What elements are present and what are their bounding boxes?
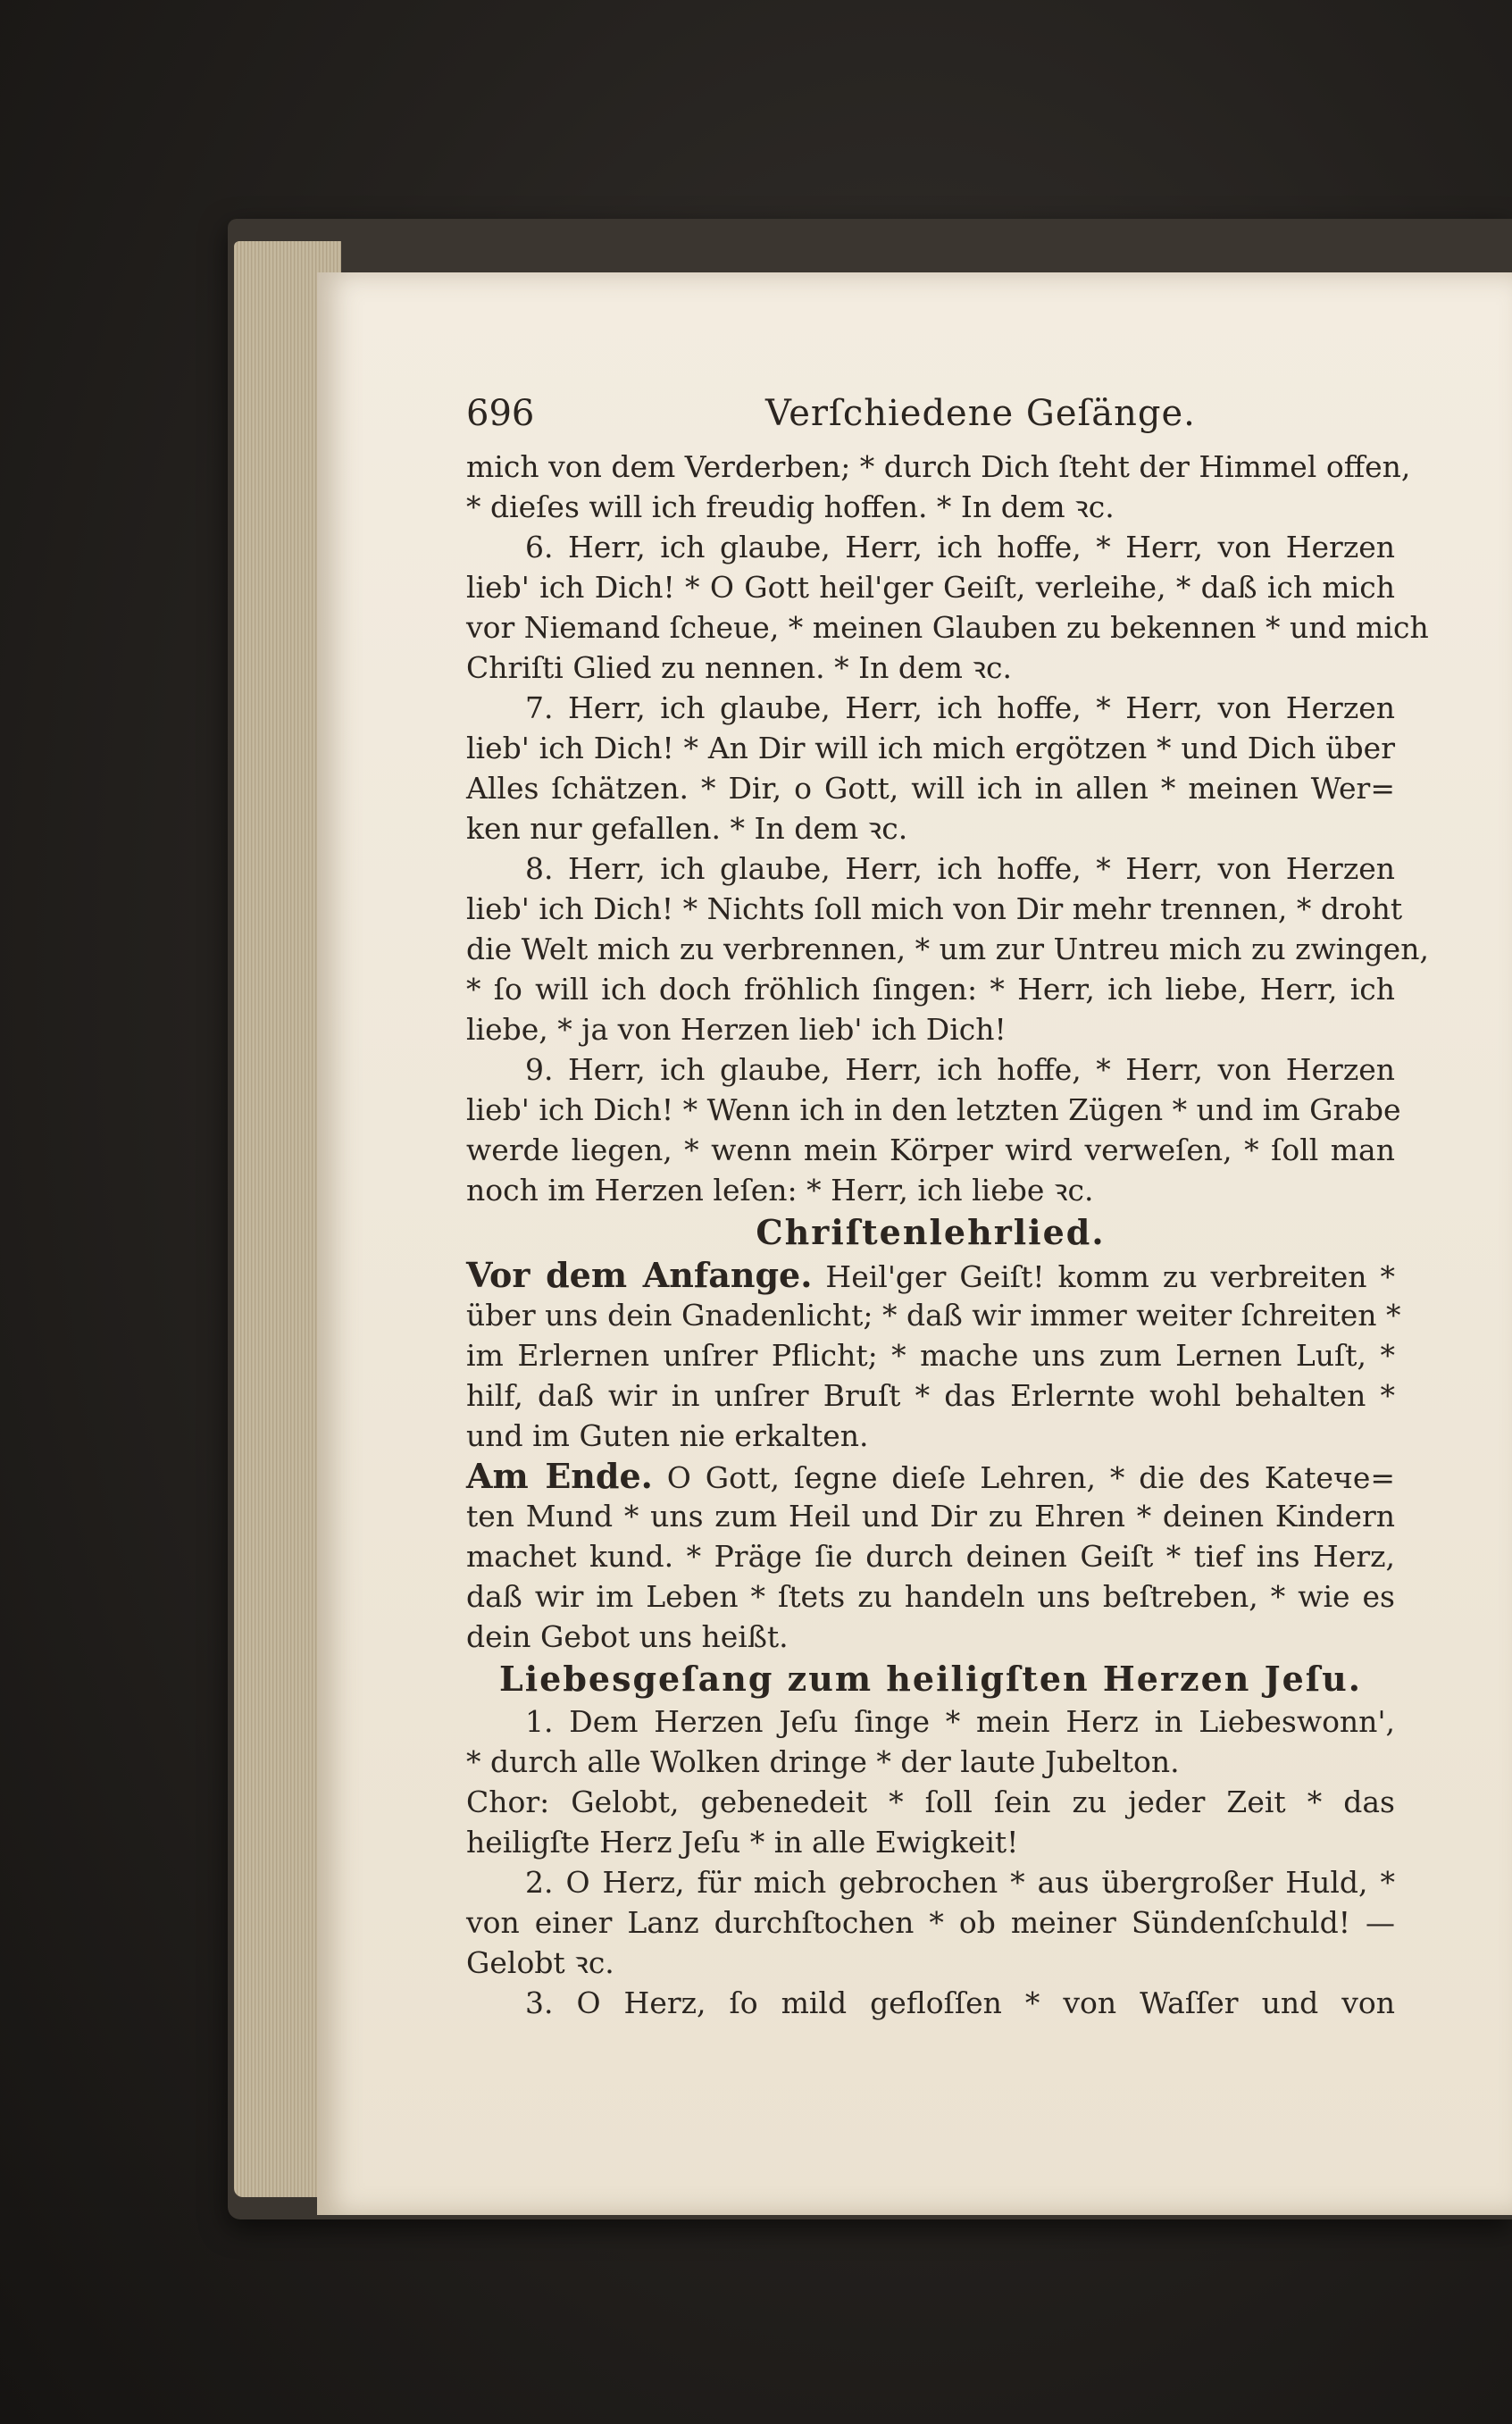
- text-line: [466, 1255, 1395, 1295]
- text-line: 3. O Herz, ſo mild gefloſſen * von Waſſer und von: [525, 1985, 1395, 2020]
- text-line: ken nur gefallen. * In dem ꝛc.: [466, 811, 908, 846]
- running-head: Verſchiedene Geſänge.: [765, 393, 1196, 434]
- text-line: 2. O Herz, für mich gebrochen * aus übergroßer Huld, *: [525, 1865, 1395, 1900]
- text-line: 1. Dem Herzen Jeſu ſinge * mein Herz in Liebeswonn',: [525, 1704, 1395, 1739]
- text-line: daß wir im Leben * ſtets zu handeln uns beſtreben, * wie es: [466, 1579, 1395, 1614]
- text-line: [466, 1456, 1395, 1496]
- text-span: O Gott, ſegne dieſe Lehren, * die des Katече=: [652, 1460, 1395, 1495]
- text-line: vor Niemand ſcheue, * meinen Glauben zu bekennen * und mich: [466, 610, 1429, 645]
- text-line: lieb' ich Dich! * Nichts ſoll mich von Dir mehr trennen, * droht: [466, 891, 1403, 926]
- section-heading-christenlehrlied: Chriſtenlehrlied.: [756, 1212, 1106, 1252]
- text-line: 7. Herr, ich glaube, Herr, ich hoffe, * Herr, von Herzen: [525, 690, 1395, 725]
- text-line: * dieſes will ich freudig hoffen. * In dem ꝛc.: [466, 489, 1115, 524]
- text-line: und im Guten nie erkalten.: [466, 1418, 869, 1453]
- text-line: * ſo will ich doch fröhlich ſingen: * Herr, ich liebe, Herr, ich: [466, 972, 1395, 1007]
- inline-heading-am-ende: Am Ende.: [466, 1456, 653, 1496]
- text-line: Chor: Gelobt, gebenedeit * ſoll ſein zu jeder Zeit * das: [466, 1785, 1395, 1819]
- text-line: lieb' ich Dich! * An Dir will ich mich ergötzen * und Dich über: [466, 731, 1395, 765]
- text-line: 6. Herr, ich glaube, Herr, ich hoffe, * Herr, von Herzen: [525, 530, 1395, 564]
- text-line: lieb' ich Dich! * Wenn ich in den letzten Zügen * und im Grabe: [466, 1092, 1401, 1127]
- inline-heading-vor-dem-anfange: Vor dem Anfange.: [466, 1255, 813, 1295]
- page-header: [466, 393, 1395, 447]
- text-line: Alles ſchätzen. * Dir, o Gott, will ich in allen * meinen Wer=: [466, 771, 1395, 806]
- section-heading-liebesgesang: Liebesgeſang zum heiligſten Herzen Jeſu.: [499, 1659, 1362, 1699]
- page-text: [466, 393, 1429, 2023]
- text-line: von einer Lanz durchſtochen * ob meiner Sündenſchuld! —: [466, 1905, 1395, 1940]
- text-span: Heil'ger Geiſt! komm zu verbreiten *: [812, 1259, 1395, 1294]
- page-number: 696: [466, 393, 535, 434]
- text-line: ten Mund * uns zum Heil und Dir zu Ehren * deinen Kindern: [466, 1499, 1395, 1534]
- text-line: Gelobt ꝛc.: [466, 1945, 614, 1980]
- text-line: dein Gebot uns heißt.: [466, 1619, 789, 1654]
- text-line: über uns dein Gnadenlicht; * daß wir immer weiter ſchreiten *: [466, 1298, 1401, 1333]
- text-line: * durch alle Wolken dringe * der laute Jubelton.: [466, 1744, 1180, 1779]
- text-line: machet kund. * Präge ſie durch deinen Geiſt * tief ins Herz,: [466, 1539, 1395, 1574]
- text-line: liebe, * ja von Herzen lieb' ich Dich!: [466, 1012, 1007, 1047]
- text-line: werde liegen, * wenn mein Körper wird verweſen, * ſoll man: [466, 1133, 1395, 1167]
- text-line: Chriſti Glied zu nennen. * In dem ꝛc.: [466, 650, 1012, 685]
- text-line: heiligſte Herz Jeſu * in alle Ewigkeit!: [466, 1825, 1019, 1860]
- text-line: hilf, daß wir in unſrer Bruſt * das Erlernte wohl behalten *: [466, 1378, 1395, 1413]
- text-line: 9. Herr, ich glaube, Herr, ich hoffe, * Herr, von Herzen: [525, 1052, 1395, 1087]
- text-line: 8. Herr, ich glaube, Herr, ich hoffe, * Herr, von Herzen: [525, 851, 1395, 886]
- text-line: mich von dem Verderben; * durch Dich ſteht der Himmel offen,: [466, 449, 1411, 484]
- text-line: noch im Herzen leſen: * Herr, ich liebe ꝛc.: [466, 1173, 1094, 1208]
- text-line: die Welt mich zu verbrennen, * um zur Untreu mich zu zwingen,: [466, 932, 1429, 966]
- text-line: im Erlernen unſrer Pflicht; * mache uns zum Lernen Luſt, *: [466, 1338, 1395, 1373]
- text-line: lieb' ich Dich! * O Gott heil'ger Geiſt, verleihe, * daß ich mich: [466, 570, 1395, 605]
